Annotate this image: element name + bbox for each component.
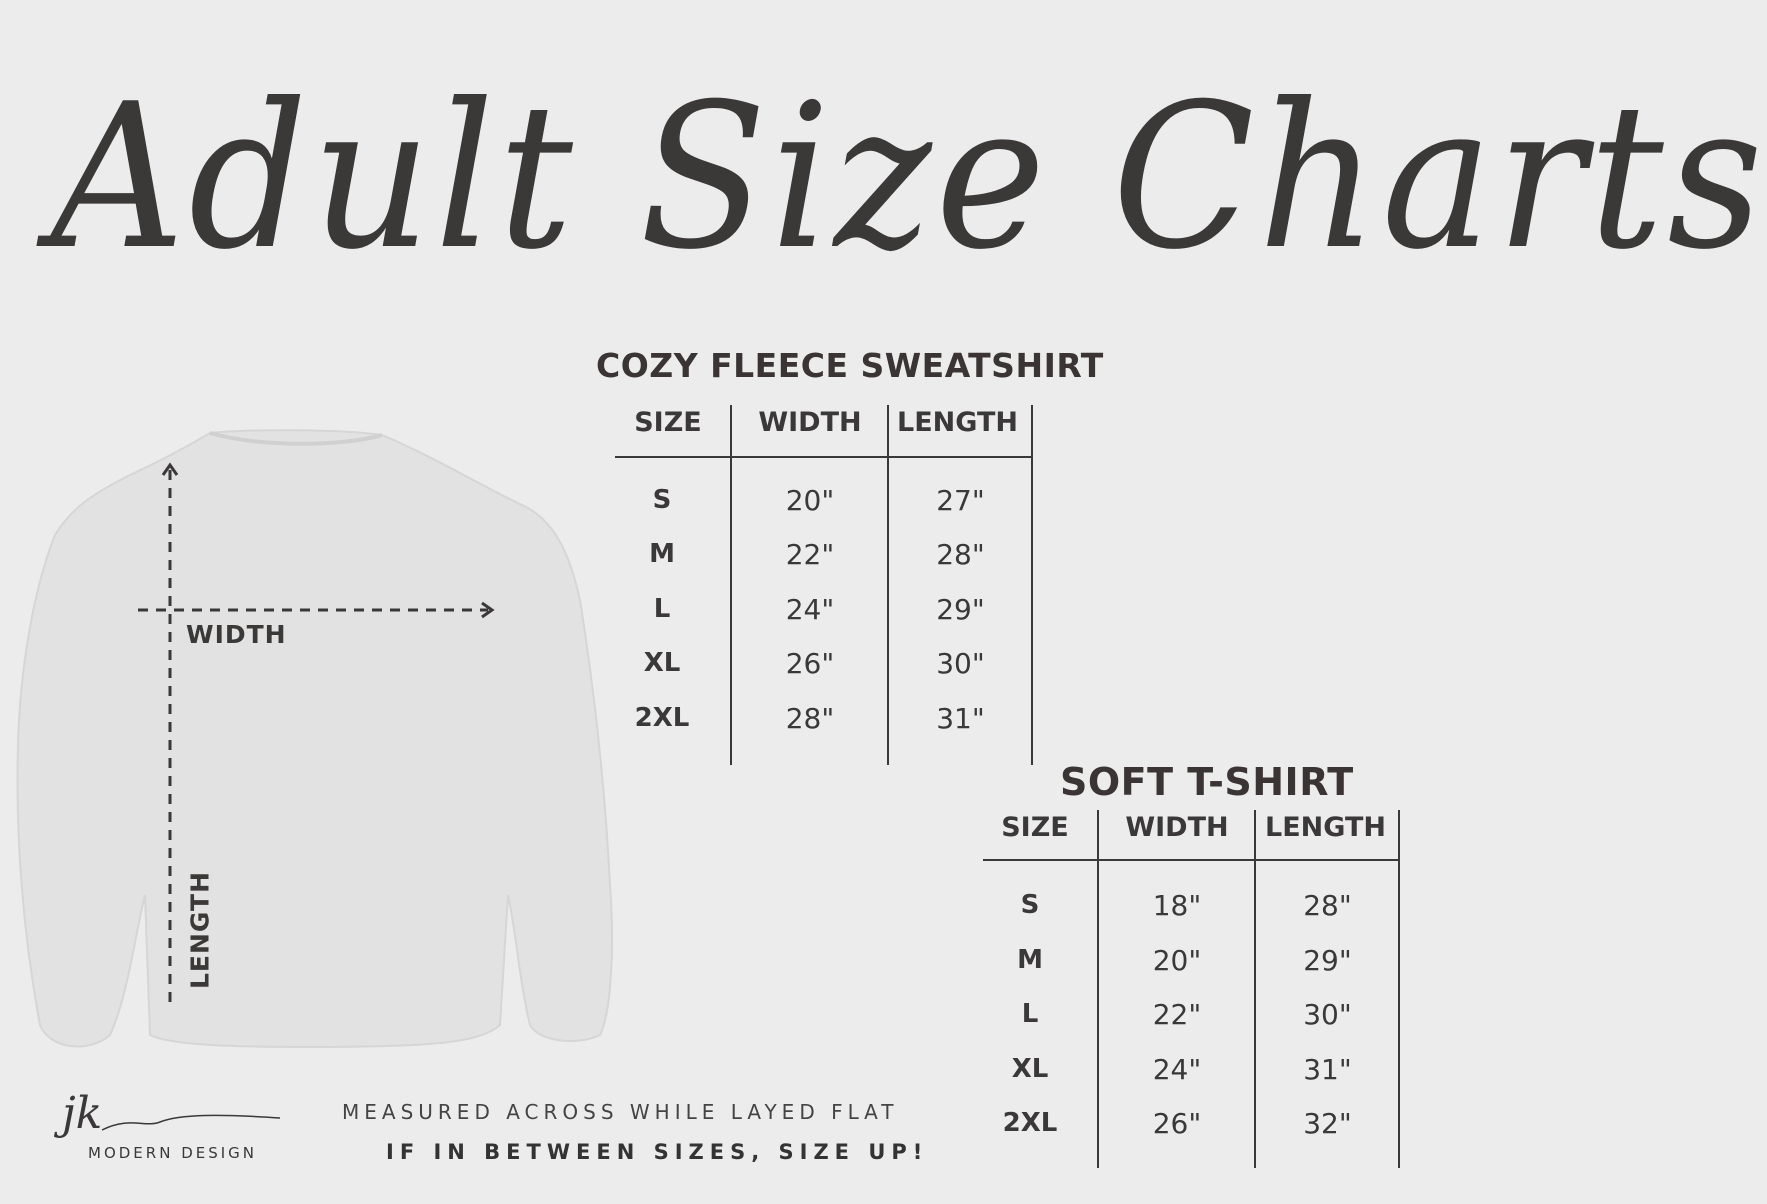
table-cell-size: L [653, 594, 671, 624]
column-divider [1254, 810, 1256, 1168]
table-cell-size: S [652, 485, 672, 515]
table-cell-width: 24" [1152, 1053, 1202, 1086]
table-cell-size: S [1020, 890, 1040, 920]
page-title: Adult Size Charts [50, 61, 1767, 294]
column-divider [730, 405, 732, 765]
table-cell-length: 30" [936, 647, 985, 680]
table-cell-length: 32" [1303, 1107, 1352, 1140]
table-cell-size: M [1017, 945, 1043, 975]
table-cell-width: 24" [785, 593, 835, 626]
sweatshirt-table-title: COZY FLEECE SWEATSHIRT [596, 346, 1104, 385]
table-cell-size: 2XL [1002, 1108, 1058, 1138]
length-measure-label: LENGTH [185, 871, 215, 989]
col-header-length: LENGTH [897, 407, 1018, 438]
table-cell-length: 28" [936, 538, 985, 571]
table-cell-width: 22" [785, 538, 835, 571]
column-divider [1031, 405, 1033, 765]
brand-logo-mark: jk [62, 1088, 103, 1139]
sweatshirt-body [17, 430, 611, 1047]
brand-logo-swash [100, 1108, 285, 1138]
table-cell-width: 20" [1152, 944, 1202, 977]
table-cell-length: 31" [1303, 1053, 1352, 1086]
table-cell-width: 26" [785, 647, 835, 680]
sizing-advice: IF IN BETWEEN SIZES, SIZE UP! [386, 1140, 929, 1164]
table-cell-size: 2XL [634, 703, 690, 733]
column-divider [887, 405, 889, 765]
table-cell-length: 31" [936, 702, 985, 735]
tshirt-table-title: SOFT T-SHIRT [1060, 760, 1354, 804]
table-cell-size: L [1021, 999, 1039, 1029]
col-header-size: SIZE [634, 407, 702, 438]
column-divider [1097, 810, 1099, 1168]
table-cell-width: 28" [785, 702, 835, 735]
header-divider [983, 859, 1400, 861]
table-cell-width: 22" [1152, 998, 1202, 1031]
table-cell-length: 29" [1303, 944, 1352, 977]
brand-logo-name: MODERN DESIGN [88, 1144, 258, 1162]
col-header-width: WIDTH [1125, 812, 1229, 843]
column-divider [1398, 810, 1400, 1168]
sweatshirt-illustration [10, 425, 620, 1075]
width-measure-label: WIDTH [186, 620, 287, 649]
table-cell-length: 28" [1303, 889, 1352, 922]
table-cell-length: 29" [936, 593, 985, 626]
measurement-note: MEASURED ACROSS WHILE LAYED FLAT [342, 1100, 899, 1124]
table-cell-size: XL [643, 648, 681, 678]
col-header-size: SIZE [1001, 812, 1069, 843]
table-cell-length: 27" [936, 484, 985, 517]
table-cell-length: 30" [1303, 998, 1352, 1031]
header-divider [615, 456, 1033, 458]
table-cell-width: 26" [1152, 1107, 1202, 1140]
col-header-width: WIDTH [758, 407, 862, 438]
table-cell-width: 18" [1152, 889, 1202, 922]
table-cell-size: XL [1011, 1054, 1049, 1084]
table-cell-size: M [649, 539, 675, 569]
col-header-length: LENGTH [1265, 812, 1386, 843]
table-cell-width: 20" [785, 484, 835, 517]
